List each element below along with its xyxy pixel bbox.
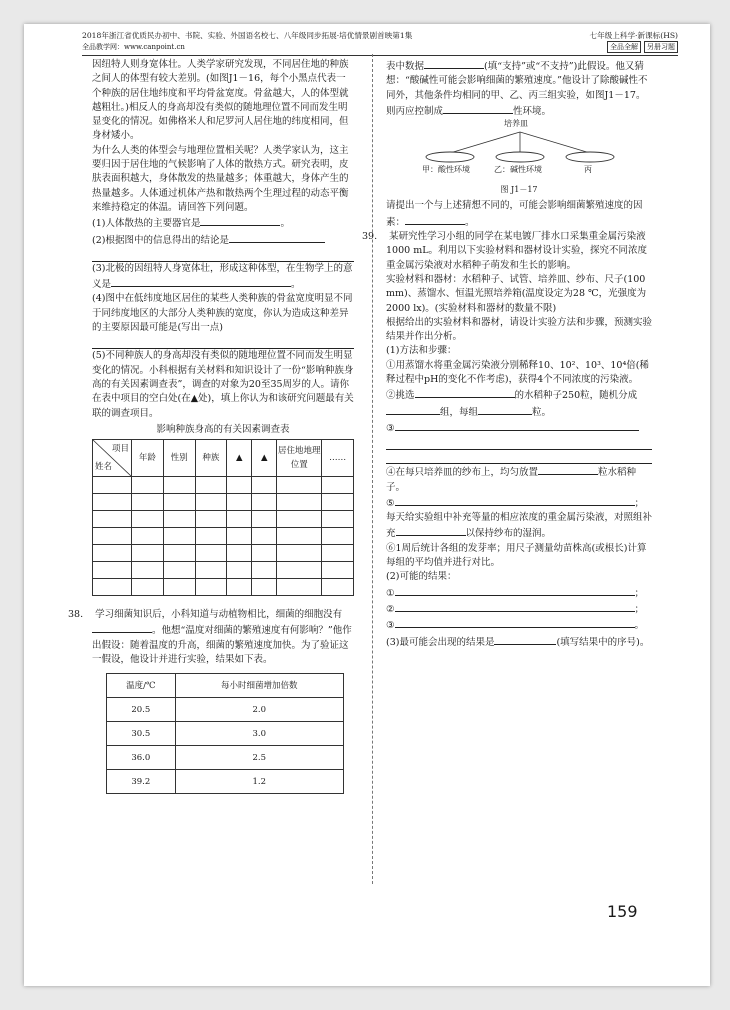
answer-blank[interactable]: [396, 525, 466, 536]
answer-line[interactable]: [92, 335, 354, 349]
answer-line[interactable]: [386, 450, 652, 464]
question-38: 38. 学习细菌知识后，小科知道与动植物相比，细菌的细胞没有。他想“温度对细菌的繁殖速度有何影响？”他作出假设：随着温度的升高，细菌的繁殖速度加快。为了验证这一假设，他设计并进行实验，结果如下表。: [68, 609, 352, 666]
table-cell[interactable]: [93, 477, 132, 494]
table-cell[interactable]: [93, 579, 132, 596]
question-4: (4)图中在低纬度地区居住的某些人类种族的骨盆宽度明显不同于同纬度地区的大部分人类种族的宽度，你认为造成这种差异的主要原因最可能是(写出一点): [92, 293, 353, 334]
table1-header: ……: [322, 440, 354, 477]
table2-header: 温度/℃: [107, 674, 176, 698]
table-cell[interactable]: [93, 494, 132, 511]
step-1: ①用蒸馏水将重金属污染液分别稀释10、10²、10³、10⁴倍(稀释过程中pH的变化不作考虑)，获得4个不同浓度的污染液。: [386, 359, 649, 386]
table-cell: 36.0: [107, 746, 176, 770]
result-2: ② ；: [386, 601, 652, 617]
answer-blank[interactable]: [443, 103, 513, 114]
step-3: ③: [386, 420, 652, 436]
question-39-3: (3)最可能会出现的结果是 (填写结果中的序号)。: [386, 634, 652, 650]
header-logo-2: 另册习题: [644, 41, 678, 53]
left-column: [68, 58, 354, 794]
answer-line[interactable]: [386, 436, 652, 450]
question-1: (1)人体散热的主要器官是 。: [92, 215, 354, 231]
header-site: 全品教学网：www.canpoint.cn: [82, 42, 185, 51]
survey-table: [92, 439, 354, 596]
table-cell: 2.5: [175, 746, 343, 770]
table-cell[interactable]: [93, 511, 132, 528]
answer-blank[interactable]: [92, 622, 152, 633]
table-cell: 3.0: [175, 722, 343, 746]
table1-header: ▲: [227, 440, 252, 477]
figure-j1-17: [420, 119, 620, 185]
step-2: ②挑选 的水稻种子250粒，随机分成组，每组 粒。: [386, 387, 652, 420]
results-heading: (2)可能的结果：: [386, 571, 457, 583]
corner-bottom-label: 姓名: [95, 461, 113, 472]
table-cell: 39.2: [107, 770, 176, 794]
answer-line[interactable]: [92, 248, 354, 262]
header-logo-1: 全品全解: [607, 41, 641, 53]
step-5: ⑤ ；: [386, 495, 652, 511]
question-5: (5)不同种族人的身高却没有类似的随地理位置不同而发生明显变化的情况。小科根据有关材料和知识设计了一份“影响种族身高的有关因素调查表”，调查的对象为20至35周岁的人。请你在表中项目的空白处(在▲处)，填上你认为和该研究问题最有关联的调查项目。: [92, 350, 354, 419]
question-2: (2)根据图中的信息得出的结论是: [92, 232, 354, 248]
figure-top-label: 培养皿: [504, 117, 528, 131]
materials: 实验材料和器材：水稻种子、试管、培养皿、纱布、尺子(100 mm)、蒸馏水、恒温光照培养箱(温度设定为28 ℃，光强度为2000 lx)。(实验材料和器材的数量不限): [386, 273, 647, 314]
header-subject: 七年级上科学·新课标(HS): [589, 31, 678, 40]
table1-corner: [93, 440, 132, 477]
answer-blank[interactable]: [395, 495, 635, 506]
question-3: (3)北极的因纽特人身宽体壮，形成这种体型，在生物学上的意义是 。: [92, 262, 353, 291]
table1-header: 性别: [163, 440, 195, 477]
question-38-cont: 表中数据 (填“支持”或“不支持”)此假设。他又猜想：“酸碱性可能会影响细菌的繁殖速度。”他设计了除酸碱性不同外，其他条件均相同的甲、乙、丙三组实验，如图J1－17。则丙应控制成 性环境。: [386, 58, 652, 119]
answer-blank[interactable]: [424, 58, 484, 69]
answer-blank[interactable]: [538, 464, 598, 475]
step-4: ④在每只培养皿的纱布上，均匀放置 粒水稻种子。: [386, 464, 652, 495]
paragraph-2: 为什么人类的体型会与地理位置相关呢？人类学家认为，这主要归因于居住地的气候影响了人体的散热方式。研究表明，皮肤表面积越大，身体散发的热量越多；体重越大，身体产生的热量越多。人体通过机体产热和散热两个生理过程的动态平衡来维持稳定的体温。请回答下列问题。: [92, 144, 349, 213]
table2-header: 每小时细菌增加倍数: [175, 674, 343, 698]
answer-blank[interactable]: [200, 215, 280, 226]
answer-blank[interactable]: [395, 617, 635, 628]
corner-top-label: 项目: [111, 444, 129, 455]
right-column: [362, 58, 653, 650]
dish-label-b: 乙：碱性环境: [494, 165, 542, 175]
method-heading: (1)方法和步骤：: [386, 345, 457, 357]
question-39: 39. 某研究性学习小组的同学在某电镀厂排水口采集重金属污染液1000 mL。利用以下实验材料和器材设计实验，探究不同浓度重金属污染液对水稻种子萌发和生长的影响。: [362, 231, 648, 271]
table1-caption: 影响种族身高的有关因素调查表: [156, 423, 290, 435]
answer-blank[interactable]: [478, 404, 532, 415]
dish-label-a: 甲：酸性环境: [422, 165, 470, 175]
question-38-factor: 请提出一个与上述猜想不同的，可能会影响细菌繁殖速度的因素： 。: [386, 200, 643, 228]
answer-blank[interactable]: [386, 404, 440, 415]
answer-blank[interactable]: [229, 232, 325, 243]
table1-header: 居住地地理位置: [277, 440, 322, 477]
step-5b: 每天给实验组中补充等量的相应浓度的重金属污染液，对照组补充 以保持纱布的湿润。: [386, 512, 653, 540]
instruction: 根据给出的实验材料和器材，请设计实验方法和步骤，预测实验结果并作出分析。: [386, 316, 653, 343]
table1-header: 年龄: [132, 440, 164, 477]
answer-blank[interactable]: [415, 387, 515, 398]
step-6: ⑥1周后统计各组的发芽率；用尺子测量幼苗株高(或根长)计算每组的平均值并进行对比。: [386, 542, 647, 569]
answer-blank[interactable]: [395, 585, 635, 596]
table1-header: 种族: [195, 440, 227, 477]
table-cell: 20.5: [107, 698, 176, 722]
table-cell: 2.0: [175, 698, 343, 722]
page-number: 159: [607, 902, 638, 921]
question-number: 38.: [68, 609, 84, 621]
table-cell[interactable]: [93, 562, 132, 579]
table-cell: 1.2: [175, 770, 343, 794]
answer-blank[interactable]: [395, 601, 635, 612]
result-1: ① ；: [386, 585, 652, 601]
running-header: [82, 30, 678, 56]
column-divider: [372, 54, 373, 884]
table-cell[interactable]: [93, 545, 132, 562]
dish-label-c: 丙: [584, 165, 592, 175]
answer-blank[interactable]: [494, 634, 556, 645]
paragraph-1: 因纽特人则身宽体壮。人类学家研究发现，不同居住地的种族之间人的体型有较大差别。(如图J1－16，每个小黑点代表一个种族的居住地纬度和平均骨盆宽度。骨盆越大，人的体型就越粗壮。)相反人的身高却没有类似的随地理位置不同而发生明显变化的情况。如佛格米人和尼罗河人居住地的纬度相同，但身材矮小。: [92, 59, 349, 142]
table-cell: 30.5: [107, 722, 176, 746]
table1-header: ▲: [252, 440, 277, 477]
figure-caption: 图 J1－17: [500, 185, 538, 195]
answer-blank[interactable]: [395, 420, 639, 431]
answer-blank[interactable]: [111, 276, 291, 287]
bacteria-table: [106, 673, 344, 794]
table-cell[interactable]: [93, 528, 132, 545]
question-number: 39.: [362, 231, 378, 243]
result-3: ③ 。: [386, 617, 652, 633]
answer-blank[interactable]: [405, 214, 465, 225]
header-title: 2018年浙江省优质民办初中、书院、实验、外国语名校七、八年级同步拓展·培优情景剧首映第1集: [82, 31, 413, 40]
